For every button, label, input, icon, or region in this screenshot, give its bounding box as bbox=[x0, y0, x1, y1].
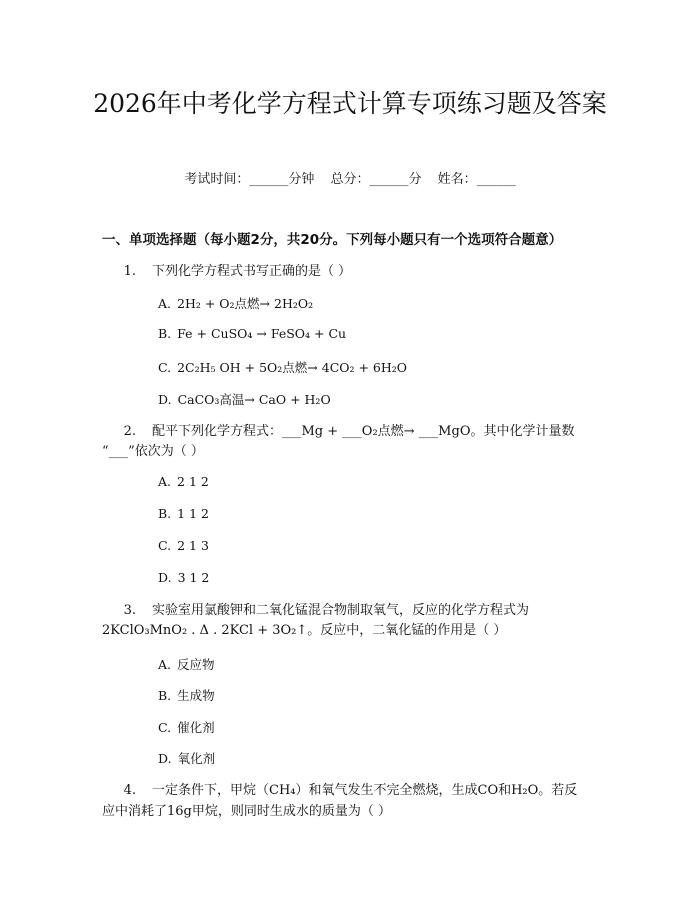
question-text-line2: “___”依次为（ ） bbox=[102, 444, 204, 459]
question-text-line1: 配平下列化学方程式：___Mg + ___O₂点燃→ ___MgO。其中化学计量数 bbox=[152, 424, 575, 439]
q3-option-c: C. 催化剂 bbox=[158, 720, 215, 735]
q1-option-b: B. Fe + CuSO₄ → FeSO₄ + Cu bbox=[158, 326, 347, 341]
q3-option-a: A. 反应物 bbox=[158, 657, 215, 672]
q1-option-a: A. 2H₂ + O₂点燃→ 2H₂O₂ bbox=[158, 296, 314, 311]
q1-option-c: C. 2C₂H₅ OH + 5O₂点燃→ 4CO₂ + 6H₂O bbox=[158, 360, 408, 375]
question-text: 下列化学方程式书写正确的是（ ） bbox=[152, 264, 352, 279]
question-text-line1: 一定条件下，甲烷（CH₄）和氧气发生不完全燃烧，生成CO和H₂O。若反 bbox=[152, 783, 578, 798]
question-number: 3. bbox=[123, 603, 136, 618]
total-score-field: 总分：______分 bbox=[330, 172, 422, 187]
q2-option-a: A. 2 1 2 bbox=[158, 474, 209, 489]
exam-time-field: 考试时间：______分钟 bbox=[184, 172, 315, 187]
name-field: 姓名：______ bbox=[437, 172, 516, 187]
q3-option-b: B. 生成物 bbox=[158, 688, 215, 703]
question-text-line1: 实验室用氯酸钾和二氧化锰混合物制取氧气，反应的化学方程式为 bbox=[152, 603, 530, 618]
question-number: 2. bbox=[123, 424, 136, 439]
q3-option-d: D. 氧化剂 bbox=[158, 751, 216, 766]
question-number: 1. bbox=[123, 264, 136, 279]
page-title: 2026年中考化学方程式计算专项练习题及答案 bbox=[93, 89, 607, 118]
question-4-line2 bbox=[102, 799, 602, 825]
question-number: 4. bbox=[123, 783, 136, 798]
question-text-line2: 应中消耗了16g甲烷，则同时生成水的质量为（ ） bbox=[102, 804, 391, 819]
question-1 bbox=[102, 259, 602, 285]
q2-option-d: D. 3 1 2 bbox=[158, 570, 210, 585]
question-3-line2 bbox=[102, 618, 602, 644]
question-2-line2 bbox=[102, 439, 602, 465]
q1-option-d: D. CaCO₃高温→ CaO + H₂O bbox=[158, 392, 331, 407]
q2-option-b: B. 1 1 2 bbox=[158, 506, 209, 521]
exam-info-bar bbox=[0, 168, 700, 187]
section-heading: 一、单项选择题（每小题2分，共20分。下列每小题只有一个选项符合题意） bbox=[102, 232, 563, 248]
q2-option-c: C. 2 1 3 bbox=[158, 538, 209, 553]
question-text-line2: 2KClO₃MnO₂ . Δ . 2KCl + 3O₂↑。反应中，二氧化锰的作用是（ ） bbox=[102, 623, 507, 638]
